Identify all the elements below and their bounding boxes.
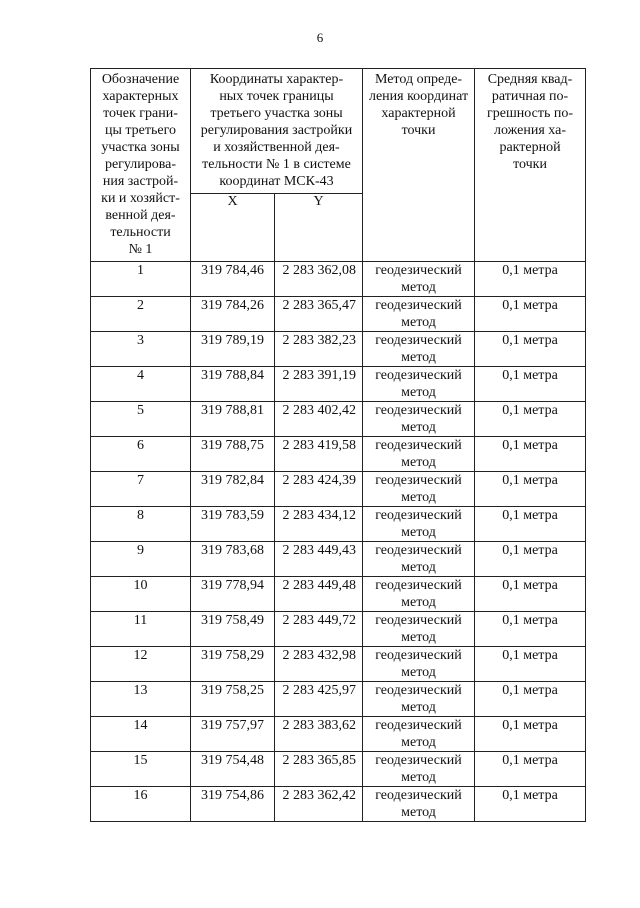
x-coordinate-cell: 319 758,25 — [191, 682, 275, 717]
method-cell: геодезический метод — [363, 787, 475, 822]
header-error-line: ратичная по- — [491, 89, 569, 104]
error-cell: 0,1 метра — [475, 542, 586, 577]
header-x: X — [191, 194, 275, 262]
y-coordinate-cell: 2 283 362,08 — [275, 262, 363, 297]
error-cell: 0,1 метра — [475, 437, 586, 472]
y-coordinate-cell: 2 283 382,23 — [275, 332, 363, 367]
header-error-line: грешность по- — [487, 106, 573, 121]
table-row — [91, 612, 586, 647]
x-coordinate-cell: 319 754,86 — [191, 787, 275, 822]
method-cell: геодезический метод — [363, 507, 475, 542]
point-number-cell: 9 — [91, 542, 191, 577]
point-number-cell: 4 — [91, 367, 191, 402]
y-coordinate-cell: 2 283 419,58 — [275, 437, 363, 472]
point-number-cell: 14 — [91, 717, 191, 752]
table-row — [91, 647, 586, 682]
x-coordinate-cell: 319 788,75 — [191, 437, 275, 472]
table-row — [91, 472, 586, 507]
header-error — [475, 69, 586, 262]
header-designation-line: Обозначение — [101, 72, 180, 87]
header-designation-line: характерных — [102, 89, 179, 104]
y-coordinate-cell: 2 283 391,19 — [275, 367, 363, 402]
point-number-cell: 10 — [91, 577, 191, 612]
error-cell: 0,1 метра — [475, 332, 586, 367]
table-row — [91, 262, 586, 297]
error-cell: 0,1 метра — [475, 297, 586, 332]
x-coordinate-cell: 319 758,29 — [191, 647, 275, 682]
point-number-cell: 8 — [91, 507, 191, 542]
error-cell: 0,1 метра — [475, 577, 586, 612]
x-coordinate-cell: 319 783,59 — [191, 507, 275, 542]
point-number-cell: 11 — [91, 612, 191, 647]
error-cell: 0,1 метра — [475, 752, 586, 787]
header-method — [363, 69, 475, 262]
header-error-line: точки — [513, 157, 547, 172]
y-coordinate-cell: 2 283 362,42 — [275, 787, 363, 822]
method-cell: геодезический метод — [363, 472, 475, 507]
point-number-cell: 1 — [91, 262, 191, 297]
y-coordinate-cell: 2 283 432,98 — [275, 647, 363, 682]
x-coordinate-cell: 319 788,84 — [191, 367, 275, 402]
header-designation — [91, 69, 191, 262]
table-row — [91, 437, 586, 472]
table-row — [91, 542, 586, 577]
y-coordinate-cell: 2 283 425,97 — [275, 682, 363, 717]
header-method-line: точки — [401, 123, 436, 138]
method-cell: геодезический метод — [363, 577, 475, 612]
x-coordinate-cell: 319 758,49 — [191, 612, 275, 647]
y-coordinate-cell: 2 283 449,43 — [275, 542, 363, 577]
header-method-line: характерной — [381, 106, 456, 121]
header-error-line: рактерной — [499, 140, 561, 155]
x-coordinate-cell: 319 754,48 — [191, 752, 275, 787]
method-cell: геодезический метод — [363, 402, 475, 437]
table-row — [91, 402, 586, 437]
method-cell: геодезический метод — [363, 612, 475, 647]
header-method-line: Метод опреде- — [374, 72, 463, 87]
x-coordinate-cell: 319 788,81 — [191, 402, 275, 437]
table-row — [91, 717, 586, 752]
point-number-cell: 12 — [91, 647, 191, 682]
header-row-1 — [91, 69, 586, 194]
y-coordinate-cell: 2 283 434,12 — [275, 507, 363, 542]
y-coordinate-cell: 2 283 365,47 — [275, 297, 363, 332]
x-coordinate-cell: 319 778,94 — [191, 577, 275, 612]
error-cell: 0,1 метра — [475, 472, 586, 507]
table-row — [91, 577, 586, 612]
x-coordinate-cell: 319 789,19 — [191, 332, 275, 367]
header-coordinates — [191, 69, 363, 194]
header-coordinates-line: регулирования застройки — [200, 123, 353, 138]
y-coordinate-cell: 2 283 424,39 — [275, 472, 363, 507]
header-designation-line: участка зоны — [101, 140, 180, 155]
method-cell: геодезический метод — [363, 717, 475, 752]
x-coordinate-cell: 319 783,68 — [191, 542, 275, 577]
header-coordinates-line: Координаты характер- — [209, 72, 344, 87]
y-coordinate-cell: 2 283 449,48 — [275, 577, 363, 612]
error-cell: 0,1 метра — [475, 717, 586, 752]
method-cell: геодезический метод — [363, 437, 475, 472]
table-row — [91, 507, 586, 542]
error-cell: 0,1 метра — [475, 367, 586, 402]
header-designation-line: ки и хозяйст- — [101, 191, 180, 206]
error-cell: 0,1 метра — [475, 507, 586, 542]
y-coordinate-cell: 2 283 402,42 — [275, 402, 363, 437]
method-cell: геодезический метод — [363, 647, 475, 682]
point-number-cell: 5 — [91, 402, 191, 437]
page-number: 6 — [316, 30, 324, 45]
point-number-cell: 3 — [91, 332, 191, 367]
method-cell: геодезический метод — [363, 682, 475, 717]
header-designation-line: ния застрой- — [102, 174, 179, 189]
coordinates-table — [90, 68, 586, 822]
header-coordinates-line: и хозяйственной дея- — [213, 140, 340, 155]
table-row — [91, 787, 586, 822]
point-number-cell: 7 — [91, 472, 191, 507]
error-cell: 0,1 метра — [475, 262, 586, 297]
y-coordinate-cell: 2 283 383,62 — [275, 717, 363, 752]
x-coordinate-cell: 319 782,84 — [191, 472, 275, 507]
x-coordinate-cell: 319 784,46 — [191, 262, 275, 297]
error-cell: 0,1 метра — [475, 612, 586, 647]
point-number-cell: 16 — [91, 787, 191, 822]
method-cell: геодезический метод — [363, 332, 475, 367]
header-designation-line: точек грани- — [103, 106, 178, 121]
header-coordinates-line: ных точек границы — [219, 89, 334, 104]
y-coordinate-cell: 2 283 449,72 — [275, 612, 363, 647]
header-designation-line: регулирова- — [104, 157, 177, 172]
point-number-cell: 2 — [91, 297, 191, 332]
header-y: Y — [275, 194, 363, 262]
error-cell: 0,1 метра — [475, 647, 586, 682]
header-coordinates-line: третьего участка зоны — [210, 106, 343, 121]
error-cell: 0,1 метра — [475, 682, 586, 717]
table-row — [91, 752, 586, 787]
table-row — [91, 297, 586, 332]
x-coordinate-cell: 319 784,26 — [191, 297, 275, 332]
error-cell: 0,1 метра — [475, 402, 586, 437]
error-cell: 0,1 метра — [475, 787, 586, 822]
x-coordinate-cell: 319 757,97 — [191, 717, 275, 752]
y-coordinate-cell: 2 283 365,85 — [275, 752, 363, 787]
point-number-cell: 6 — [91, 437, 191, 472]
table-row — [91, 682, 586, 717]
header-designation-line: № 1 — [128, 242, 153, 257]
header-coordinates-line: координат МСК-43 — [219, 174, 334, 189]
header-method-line: ления координат — [368, 89, 469, 104]
point-number-cell: 13 — [91, 682, 191, 717]
header-error-line: ложения ха- — [494, 123, 566, 138]
header-coordinates-line: тельности № 1 в системе — [202, 157, 351, 172]
header-designation-line: тельности — [110, 225, 171, 240]
method-cell: геодезический метод — [363, 262, 475, 297]
method-cell: геодезический метод — [363, 297, 475, 332]
header-designation-line: венной дея- — [105, 208, 176, 223]
method-cell: геодезический метод — [363, 367, 475, 402]
header-designation-line: цы третьего — [104, 123, 176, 138]
method-cell: геодезический метод — [363, 542, 475, 577]
method-cell: геодезический метод — [363, 752, 475, 787]
header-error-line: Средняя квад- — [487, 72, 573, 87]
table-row — [91, 367, 586, 402]
table-row — [91, 332, 586, 367]
point-number-cell: 15 — [91, 752, 191, 787]
